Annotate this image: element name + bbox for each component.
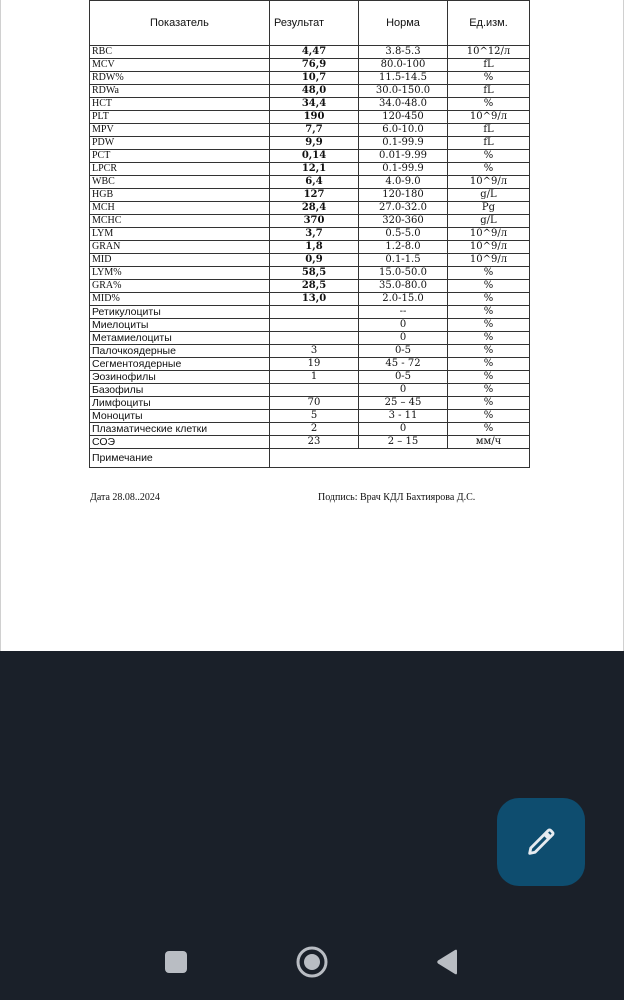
row-result: 10,7 bbox=[270, 72, 359, 85]
row-unit: fL bbox=[448, 124, 530, 137]
row-norm: 0 bbox=[359, 332, 448, 345]
row-result: 5 bbox=[270, 410, 359, 423]
row-unit: % bbox=[448, 319, 530, 332]
navigation-bar bbox=[0, 940, 624, 984]
table-row bbox=[90, 137, 530, 150]
table-row bbox=[90, 358, 530, 371]
row-norm: -- bbox=[359, 306, 448, 319]
row-unit: fL bbox=[448, 59, 530, 72]
row-result: 12,1 bbox=[270, 163, 359, 176]
row-result: 9,9 bbox=[270, 137, 359, 150]
row-result bbox=[270, 319, 359, 332]
table-row bbox=[90, 397, 530, 410]
table-row bbox=[90, 371, 530, 384]
row-name: HGB bbox=[90, 189, 270, 202]
row-result bbox=[270, 384, 359, 397]
row-result: 48,0 bbox=[270, 85, 359, 98]
row-name: PDW bbox=[90, 137, 270, 150]
row-norm: 0.1-1.5 bbox=[359, 254, 448, 267]
row-norm: 0 bbox=[359, 384, 448, 397]
row-norm: 0.01-9.99 bbox=[359, 150, 448, 163]
row-name: LYM bbox=[90, 228, 270, 241]
row-unit: % bbox=[448, 345, 530, 358]
note-label: Примечание bbox=[90, 449, 270, 468]
row-unit: % bbox=[448, 306, 530, 319]
row-norm: 2 – 15 bbox=[359, 436, 448, 449]
row-norm: 34.0-48.0 bbox=[359, 98, 448, 111]
row-unit: 10^9/л bbox=[448, 111, 530, 124]
row-unit: 10^9/л bbox=[448, 254, 530, 267]
row-unit: % bbox=[448, 371, 530, 384]
note-value bbox=[270, 449, 530, 468]
row-unit: 10^9/л bbox=[448, 228, 530, 241]
table-row bbox=[90, 150, 530, 163]
header-result: Результат bbox=[270, 1, 359, 46]
table-row bbox=[90, 293, 530, 306]
circle-icon bbox=[296, 946, 328, 978]
row-unit: fL bbox=[448, 85, 530, 98]
row-name: Метамиелоциты bbox=[90, 332, 270, 345]
row-unit: g/L bbox=[448, 215, 530, 228]
row-name: Палочкоядерные bbox=[90, 345, 270, 358]
row-name: Сегментоядерные bbox=[90, 358, 270, 371]
row-name: СОЭ bbox=[90, 436, 270, 449]
row-result: 76,9 bbox=[270, 59, 359, 72]
row-name: Ретикулоциты bbox=[90, 306, 270, 319]
row-norm: 0-5 bbox=[359, 345, 448, 358]
table-row bbox=[90, 306, 530, 319]
row-norm: 27.0-32.0 bbox=[359, 202, 448, 215]
row-name: LPCR bbox=[90, 163, 270, 176]
row-norm: 11.5-14.5 bbox=[359, 72, 448, 85]
row-norm: 1.2-8.0 bbox=[359, 241, 448, 254]
row-norm: 3.8-5.3 bbox=[359, 46, 448, 59]
table-header-row bbox=[90, 1, 530, 46]
row-result: 3 bbox=[270, 345, 359, 358]
row-result: 28,5 bbox=[270, 280, 359, 293]
row-result: 2 bbox=[270, 423, 359, 436]
row-result bbox=[270, 306, 359, 319]
row-unit: % bbox=[448, 163, 530, 176]
header-name: Показатель bbox=[90, 1, 270, 46]
table-row bbox=[90, 176, 530, 189]
row-unit: % bbox=[448, 72, 530, 85]
row-name: Эозинофилы bbox=[90, 371, 270, 384]
row-name: Лимфоциты bbox=[90, 397, 270, 410]
row-norm: 120-450 bbox=[359, 111, 448, 124]
row-unit: 10^12/л bbox=[448, 46, 530, 59]
table-row bbox=[90, 59, 530, 72]
row-norm: 45 - 72 bbox=[359, 358, 448, 371]
table-row bbox=[90, 215, 530, 228]
row-name: MCV bbox=[90, 59, 270, 72]
row-name: MPV bbox=[90, 124, 270, 137]
row-unit: % bbox=[448, 98, 530, 111]
square-icon bbox=[164, 950, 188, 974]
row-norm: 0.1-99.9 bbox=[359, 163, 448, 176]
row-unit: fL bbox=[448, 137, 530, 150]
table-row bbox=[90, 410, 530, 423]
row-name: Миелоциты bbox=[90, 319, 270, 332]
row-result: 58,5 bbox=[270, 267, 359, 280]
row-name: WBC bbox=[90, 176, 270, 189]
table-row bbox=[90, 267, 530, 280]
row-unit: мм/ч bbox=[448, 436, 530, 449]
row-name: MID bbox=[90, 254, 270, 267]
row-name: Базофилы bbox=[90, 384, 270, 397]
table-row bbox=[90, 163, 530, 176]
row-name: RDW% bbox=[90, 72, 270, 85]
table-row bbox=[90, 46, 530, 59]
row-result: 70 bbox=[270, 397, 359, 410]
row-norm: 0 bbox=[359, 423, 448, 436]
row-unit: % bbox=[448, 150, 530, 163]
home-button[interactable] bbox=[290, 940, 334, 984]
row-name: Плазматические клетки bbox=[90, 423, 270, 436]
row-unit: g/L bbox=[448, 189, 530, 202]
row-result: 1 bbox=[270, 371, 359, 384]
row-norm: 320-360 bbox=[359, 215, 448, 228]
header-unit: Ед.изм. bbox=[448, 1, 530, 46]
table-row bbox=[90, 228, 530, 241]
table-row bbox=[90, 280, 530, 293]
table-row bbox=[90, 345, 530, 358]
row-norm: 0.5-5.0 bbox=[359, 228, 448, 241]
row-name: RDWa bbox=[90, 85, 270, 98]
row-norm: 30.0-150.0 bbox=[359, 85, 448, 98]
row-name: Моноциты bbox=[90, 410, 270, 423]
row-result: 13,0 bbox=[270, 293, 359, 306]
row-name: GRA% bbox=[90, 280, 270, 293]
recents-button[interactable] bbox=[154, 940, 198, 984]
table-row bbox=[90, 384, 530, 397]
row-norm: 4.0-9.0 bbox=[359, 176, 448, 189]
note-row bbox=[90, 449, 530, 468]
table-row bbox=[90, 241, 530, 254]
row-name: GRAN bbox=[90, 241, 270, 254]
header-norm: Норма bbox=[359, 1, 448, 46]
row-unit: % bbox=[448, 397, 530, 410]
table-row bbox=[90, 423, 530, 436]
row-unit: 10^9/л bbox=[448, 241, 530, 254]
row-result: 34,4 bbox=[270, 98, 359, 111]
row-norm: 80.0-100 bbox=[359, 59, 448, 72]
row-unit: % bbox=[448, 410, 530, 423]
row-name: MCH bbox=[90, 202, 270, 215]
row-name: MCHC bbox=[90, 215, 270, 228]
row-name: MID% bbox=[90, 293, 270, 306]
triangle-back-icon bbox=[435, 949, 459, 975]
row-unit: % bbox=[448, 293, 530, 306]
table-row bbox=[90, 436, 530, 449]
row-unit: % bbox=[448, 332, 530, 345]
row-result: 370 bbox=[270, 215, 359, 228]
table-row bbox=[90, 332, 530, 345]
row-unit: 10^9/л bbox=[448, 176, 530, 189]
row-result: 4,47 bbox=[270, 46, 359, 59]
row-norm: 0-5 bbox=[359, 371, 448, 384]
table-row bbox=[90, 189, 530, 202]
row-name: PLT bbox=[90, 111, 270, 124]
row-result: 127 bbox=[270, 189, 359, 202]
row-result: 23 bbox=[270, 436, 359, 449]
table-row bbox=[90, 202, 530, 215]
row-result: 28,4 bbox=[270, 202, 359, 215]
row-norm: 120-180 bbox=[359, 189, 448, 202]
row-unit: % bbox=[448, 280, 530, 293]
row-unit: % bbox=[448, 423, 530, 436]
edit-fab-button[interactable] bbox=[497, 798, 585, 886]
pencil-icon bbox=[524, 825, 558, 859]
table-row bbox=[90, 319, 530, 332]
row-result: 19 bbox=[270, 358, 359, 371]
row-norm: 35.0-80.0 bbox=[359, 280, 448, 293]
row-unit: Pg bbox=[448, 202, 530, 215]
row-result: 3,7 bbox=[270, 228, 359, 241]
table-row bbox=[90, 111, 530, 124]
row-norm: 0 bbox=[359, 319, 448, 332]
row-result: 190 bbox=[270, 111, 359, 124]
table-row bbox=[90, 254, 530, 267]
row-result: 1,8 bbox=[270, 241, 359, 254]
row-result: 0,9 bbox=[270, 254, 359, 267]
row-norm: 25 – 45 bbox=[359, 397, 448, 410]
signature-text: Подпись: Врач КДЛ Бахтиярова Д.С. bbox=[318, 492, 476, 503]
table-row bbox=[90, 85, 530, 98]
row-result: 7,7 bbox=[270, 124, 359, 137]
row-norm: 0.1-99.9 bbox=[359, 137, 448, 150]
table-row bbox=[90, 124, 530, 137]
row-norm: 2.0-15.0 bbox=[359, 293, 448, 306]
table-row bbox=[90, 98, 530, 111]
lab-results-table bbox=[89, 0, 530, 468]
row-norm: 15.0-50.0 bbox=[359, 267, 448, 280]
row-unit: % bbox=[448, 384, 530, 397]
row-result bbox=[270, 332, 359, 345]
date-text: Дата 28.08..2024 bbox=[90, 492, 160, 503]
row-norm: 3 - 11 bbox=[359, 410, 448, 423]
row-unit: % bbox=[448, 267, 530, 280]
row-name: HCT bbox=[90, 98, 270, 111]
row-unit: % bbox=[448, 358, 530, 371]
row-result: 6,4 bbox=[270, 176, 359, 189]
row-result: 0,14 bbox=[270, 150, 359, 163]
row-name: RBC bbox=[90, 46, 270, 59]
table-row bbox=[90, 72, 530, 85]
row-name: LYM% bbox=[90, 267, 270, 280]
row-norm: 6.0-10.0 bbox=[359, 124, 448, 137]
back-button[interactable] bbox=[425, 940, 469, 984]
row-name: PCT bbox=[90, 150, 270, 163]
